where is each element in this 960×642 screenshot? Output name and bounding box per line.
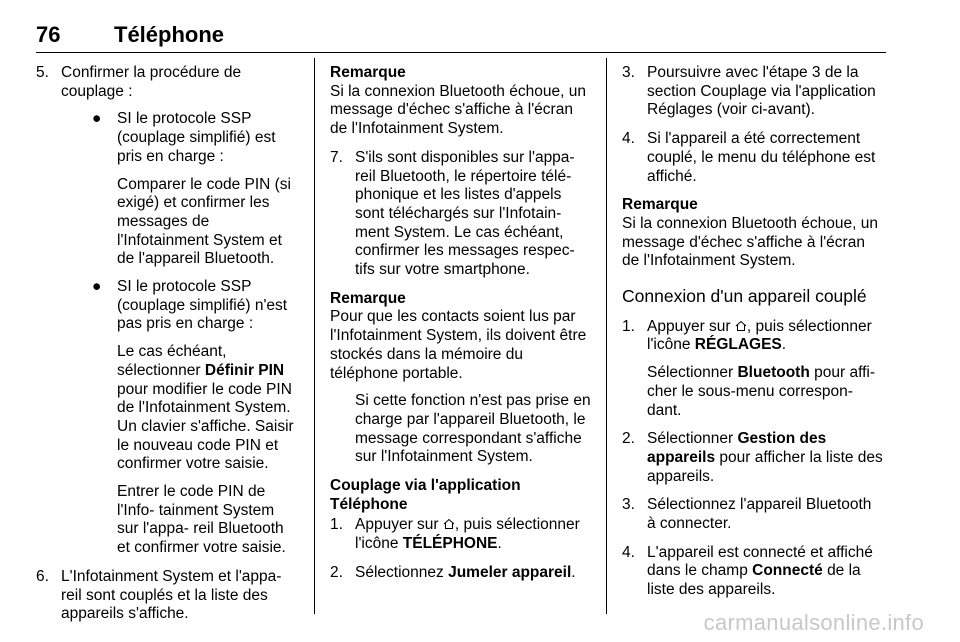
connect-step-2 (622, 430, 884, 486)
connect-step-3 (622, 496, 884, 533)
step-7 (330, 149, 592, 280)
step-text: S'ils sont disponibles sur l'appa- reil Bluetooth, le répertoire télé- phonique et les listes d'appels sont téléchargés sur l'Infotain- ment System. Le cas échéant, confirmer les messages respec- tifs sur votre smartphone. (355, 148, 575, 279)
note-text: Si la connexion Bluetooth échoue, un message d'échec s'affiche à l'écran de l'Infotainment System. (622, 214, 878, 270)
step-number: 1. (330, 516, 343, 534)
keyword-device-management: Gestion des appareils (647, 430, 827, 466)
note-title: Remarque (330, 64, 406, 81)
step-number: 2. (330, 563, 343, 581)
step-text: Si l'appareil a été correctement couplé, le menu du téléphone est affiché. (647, 130, 876, 185)
paragraph: Entrer le code PIN de l'Info- tainment System sur l'appa- reil Bluetooth et confirmer votre saisie. (117, 483, 286, 557)
home-icon (443, 518, 455, 530)
step-number: 2. (622, 430, 635, 448)
step-5 (36, 64, 298, 558)
text: Sélectionner (647, 364, 734, 382)
text: pour afficher la liste des appareils. (647, 448, 883, 485)
column-right (622, 64, 884, 610)
column-divider (606, 58, 607, 614)
text: . (781, 336, 787, 354)
note-text: Si la connexion Bluetooth échoue, un message d'échec s'affiche à l'écran de l'Infotainment System. (330, 82, 586, 138)
step-text: Sélectionnez l'appareil Bluetooth à connecter. (647, 496, 872, 533)
connect-step-1 (622, 318, 884, 421)
keyword-connected: Connecté (752, 562, 823, 580)
step-number: 5. (36, 64, 49, 81)
bullet-ssp-supported (61, 110, 298, 269)
keyword-telephone: TÉLÉPHONE (402, 535, 498, 553)
step-number: 6. (36, 567, 49, 585)
text: , puis sélectionner l'icône (647, 317, 872, 354)
paragraph: Comparer le code PIN (si exigé) et confirmer les messages de l'Infotainment System et de l'appareil Bluetooth. (117, 175, 292, 268)
step-number: 7. (330, 148, 343, 166)
keyword-define-pin: Définir PIN (204, 361, 285, 379)
step-number: 3. (622, 496, 635, 514)
step-number: 4. (622, 543, 635, 561)
watermark: carmanualsonline.info (703, 610, 924, 635)
note-title: Remarque (622, 196, 698, 214)
keyword-bluetooth: Bluetooth (737, 364, 810, 382)
column-middle (330, 64, 592, 593)
paragraph (647, 364, 884, 420)
keyword-settings: RÉGLAGES (694, 336, 782, 354)
step-text: Poursuivre avec l'étape 3 de la section Couplage via l'application Réglages (voir ci-avant). (647, 64, 876, 119)
note-indented-text: Si cette fonction n'est pas prise en charge par l'appareil Bluetooth, le message correspondant s'affiche sur l'Infotainment System. (355, 392, 591, 466)
text: pour modifier le code PIN de l'Infotainment System. Un clavier s'affiche. Saisir le nouveau code PIN et confirmer votre saisie. (117, 380, 294, 473)
text: , puis sélectionner l'icône (355, 516, 580, 553)
bullet-ssp-unsupported (61, 278, 298, 558)
note-box (330, 290, 592, 467)
step-text: Confirmer la procédure de couplage : (61, 64, 242, 100)
text: de la liste des appareils. (647, 562, 861, 599)
text: Le cas échéant, sélectionner (117, 343, 227, 379)
pair-step-2 (330, 564, 592, 583)
page-title: Téléphone (114, 22, 225, 47)
page-number: 76 (36, 22, 61, 47)
text: pour affi- cher le sous-menu correspon- dant. (647, 364, 876, 419)
text: Appuyer sur (355, 516, 439, 534)
step-number: 3. (622, 64, 635, 81)
page-header (36, 22, 886, 53)
section-heading: Connexion d'un appareil couplé (622, 286, 867, 307)
step-number: 1. (622, 317, 635, 335)
text: . (497, 535, 502, 553)
connect-step-4 (622, 544, 884, 600)
subheading: Couplage via l'application Téléphone (330, 477, 521, 513)
note-text: Pour que les contacts soient lus par l'Infotainment System, ils doivent être stockés dans la mémoire du téléphone portable. (330, 308, 587, 382)
text: Sélectionnez (355, 563, 444, 581)
note-box (622, 196, 884, 271)
column-left (36, 64, 298, 634)
keyword-pair-device: Jumeler appareil (448, 563, 572, 581)
step-6 (36, 568, 298, 624)
note-box (330, 64, 592, 139)
step-text: L'Infotainment System et l'appa- reil sont couplés et la liste des appareils s'affiche. (61, 567, 282, 623)
step-4 (622, 130, 884, 186)
bullet-icon: ● (92, 278, 102, 296)
pair-step-1 (330, 516, 592, 553)
text: Appuyer sur (647, 317, 731, 335)
step-3 (622, 64, 884, 120)
text: Sélectionner (647, 430, 734, 448)
bullet-text: SI le protocole SSP (couplage simplifié) est pris en charge : (117, 110, 276, 165)
home-icon (735, 320, 747, 332)
note-title: Remarque (330, 289, 406, 307)
step-number: 4. (622, 130, 635, 148)
text: . (571, 563, 576, 581)
text: L'appareil est connecté et affiché dans le champ (647, 543, 873, 580)
bullet-text: SI le protocole SSP (couplage simplifié) n'est pas pris en charge : (117, 278, 288, 333)
column-divider (314, 58, 315, 614)
paragraph (117, 343, 298, 474)
bullet-icon: ● (92, 110, 102, 128)
